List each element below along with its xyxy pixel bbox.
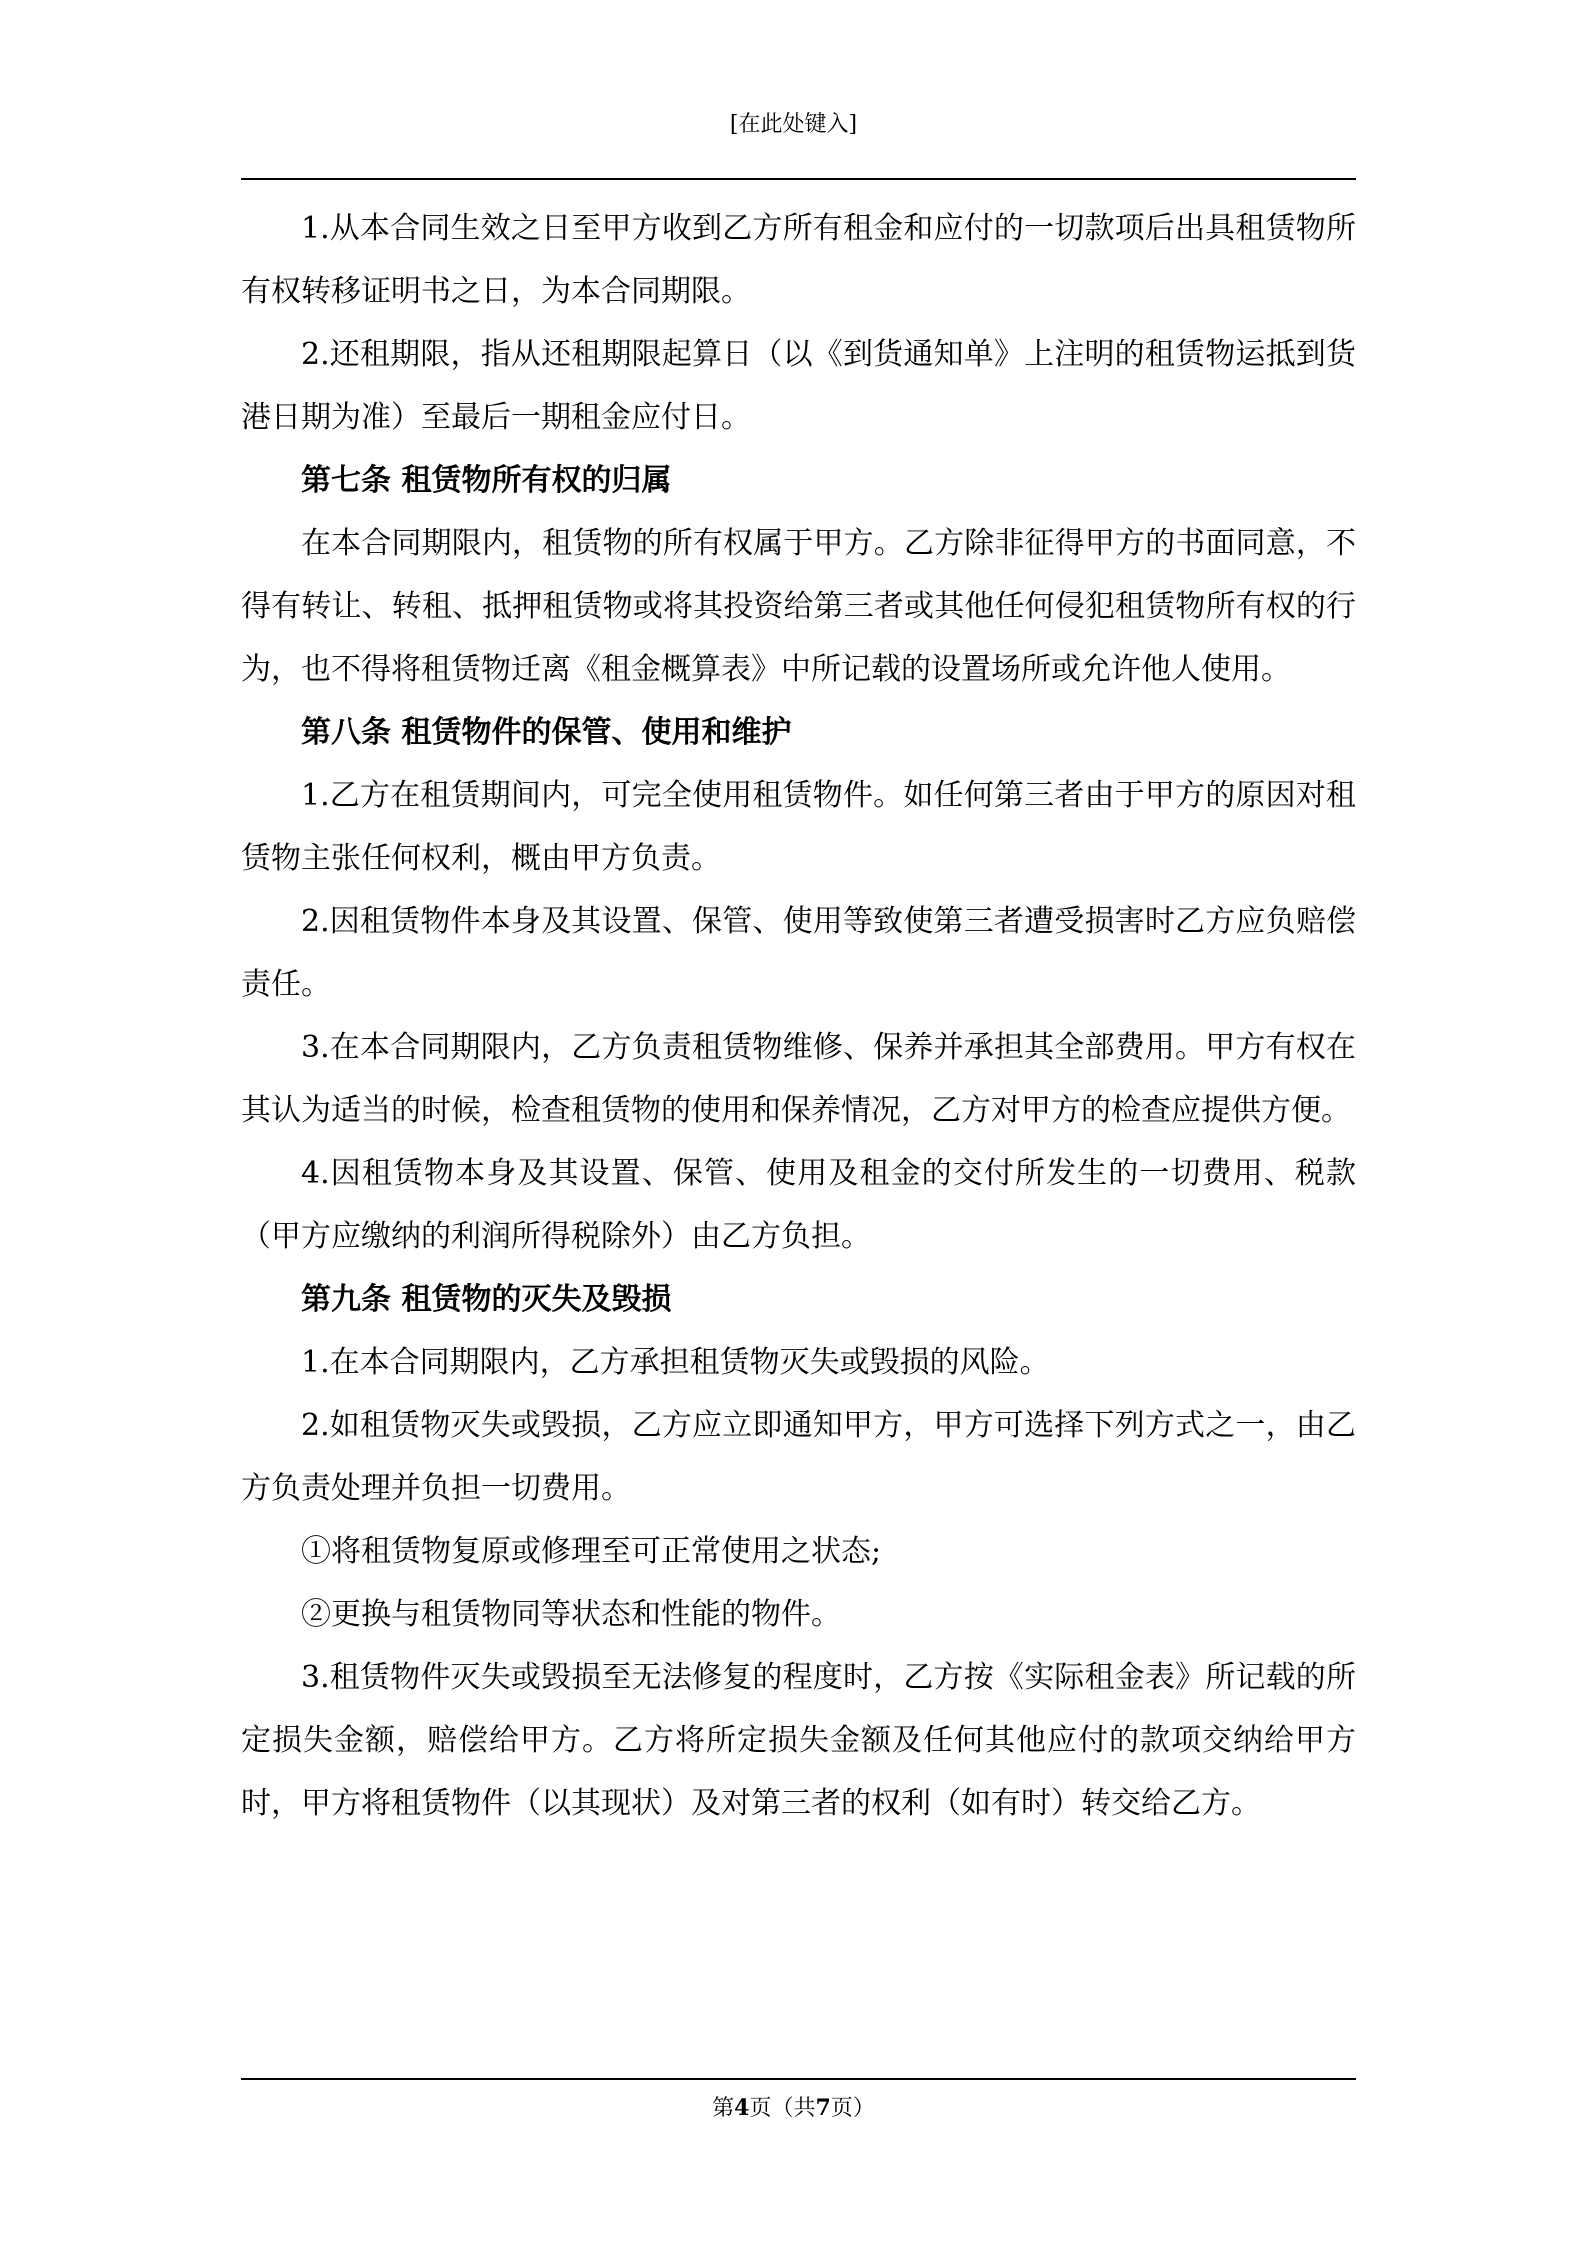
- footer-middle: 页（共: [749, 2096, 816, 2121]
- page-number: 4: [734, 2095, 750, 2121]
- footer-prefix: 第: [712, 2096, 735, 2121]
- header-divider: [241, 178, 1356, 180]
- total-pages: 7: [815, 2095, 831, 2121]
- paragraph: 在本合同期限内，租赁物的所有权属于甲方。乙方除非征得甲方的书面同意，不得有转让、转租、抵押租赁物或将其投资给第三者或其他任何侵犯租赁物所有权的行为，也不得将租赁物迁离《租金概算表》中所记载的设置场所或允许他人使用。: [241, 526, 1356, 687]
- section-heading: 第九条 租赁物的灭失及毁损: [301, 1282, 672, 1317]
- paragraph: 2.还租期限，指从还租期限起算日（以《到货通知单》上注明的租赁物运抵到货港日期为准）至最后一期租金应付日。: [241, 337, 1356, 435]
- document-body: [241, 197, 1356, 1835]
- footer-divider: [241, 2078, 1356, 2080]
- paragraph: 1.乙方在租赁期间内，可完全使用租赁物件。如任何第三者由于甲方的原因对租赁物主张任何权利，概由甲方负责。: [241, 778, 1356, 876]
- paragraph: 3.在本合同期限内，乙方负责租赁物维修、保养并承担其全部费用。甲方有权在其认为适当的时候，检查租赁物的使用和保养情况，乙方对甲方的检查应提供方便。: [241, 1030, 1356, 1128]
- list-item: ①将租赁物复原或修理至可正常使用之状态;: [301, 1534, 882, 1569]
- paragraph: 1.在本合同期限内，乙方承担租赁物灭失或毁损的风险。: [301, 1345, 1050, 1380]
- paragraph: 1.从本合同生效之日至甲方收到乙方所有租金和应付的一切款项后出具租赁物所有权转移证明书之日，为本合同期限。: [241, 211, 1356, 309]
- paragraph: 2.如租赁物灭失或毁损，乙方应立即通知甲方，甲方可选择下列方式之一，由乙方负责处理并负担一切费用。: [241, 1408, 1356, 1506]
- paragraph: 3.租赁物件灭失或毁损至无法修复的程度时，乙方按《实际租金表》所记载的所定损失金额，赔偿给甲方。乙方将所定损失金额及任何其他应付的款项交纳给甲方时，甲方将租赁物件（以其现状）及对第三者的权利（如有时）转交给乙方。: [241, 1660, 1356, 1821]
- page-footer: [0, 2093, 1587, 2124]
- paragraph: 4.因租赁物本身及其设置、保管、使用及租金的交付所发生的一切费用、税款（甲方应缴纳的利润所得税除外）由乙方负担。: [241, 1156, 1356, 1254]
- list-item: ②更换与租赁物同等状态和性能的物件。: [301, 1597, 841, 1632]
- section-heading: 第七条 租赁物所有权的归属: [301, 463, 672, 498]
- footer-suffix: 页）: [830, 2096, 875, 2121]
- paragraph: 2.因租赁物件本身及其设置、保管、使用等致使第三者遭受损害时乙方应负赔偿责任。: [241, 904, 1356, 1002]
- section-heading: 第八条 租赁物件的保管、使用和维护: [301, 715, 792, 750]
- page-header: [在此处键入]: [729, 112, 858, 137]
